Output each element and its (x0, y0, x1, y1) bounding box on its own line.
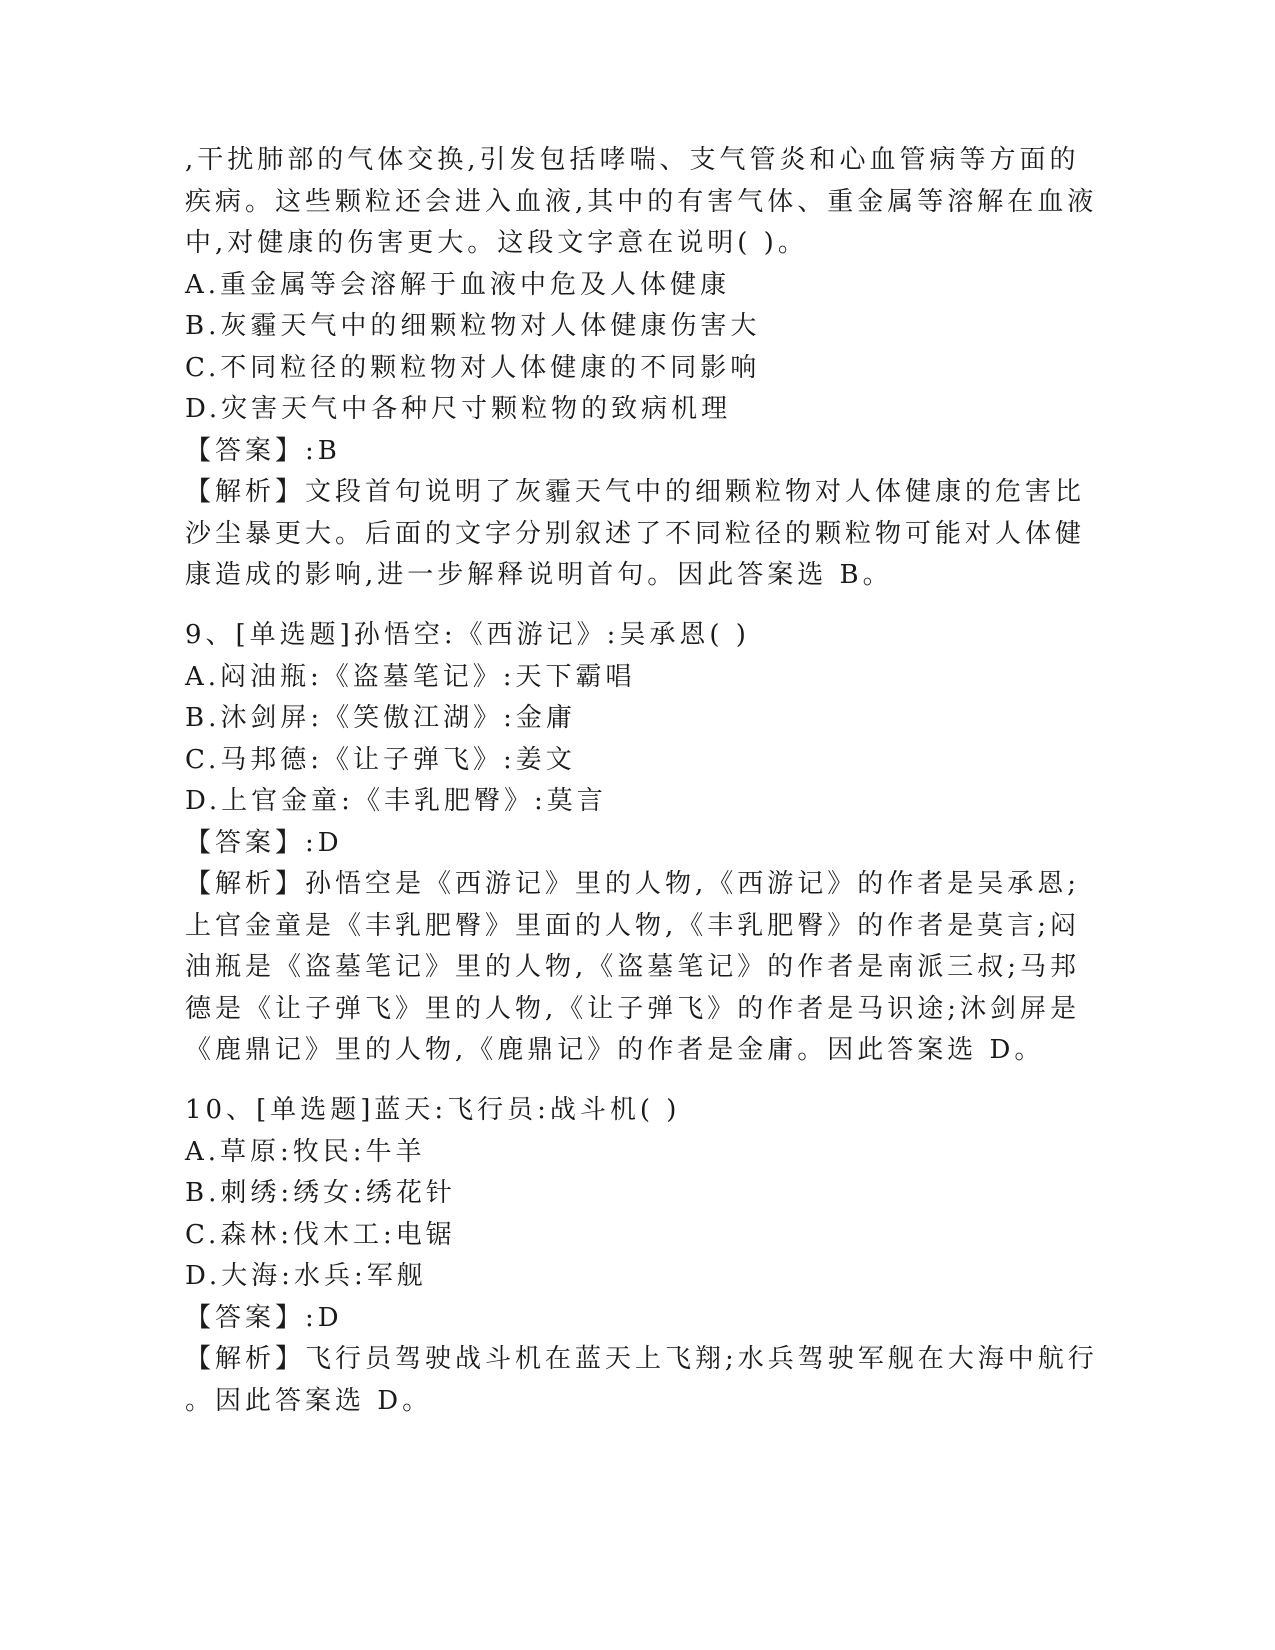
option-c: C.马邦德:《让子弹飞》:姜文 (185, 745, 576, 775)
option-b: B.刺绣:绣女:绣花针 (185, 1178, 456, 1208)
answer: 【答案】:B (185, 436, 341, 466)
question-title: 9、[单选题]孙悟空:《西游记》:吴承恩( ) (185, 620, 750, 650)
analysis-line: 【解析】文段首句说明了灰霾天气中的细颗粒物对人体健康的危害比 (185, 477, 1086, 507)
question-text-line: 疾病。这些颗粒还会进入血液,其中的有害气体、重金属等溶解在血液 (185, 187, 1098, 217)
analysis-line: 《鹿鼎记》里的人物,《鹿鼎记》的作者是金庸。因此答案选 D。 (185, 1035, 1045, 1065)
option-a: A.草原:牧民:牛羊 (185, 1137, 426, 1167)
option-a: A.闷油瓶:《盗墓笔记》:天下霸唱 (185, 662, 636, 692)
option-d: D.大海:水兵:军舰 (185, 1261, 427, 1291)
option-b: B.沐剑屏:《笑傲江湖》:金庸 (185, 703, 576, 733)
analysis-line: 康造成的影响,进一步解释说明首句。因此答案选 B。 (185, 560, 893, 590)
question-title: 10、[单选题]蓝天:飞行员:战斗机( ) (185, 1095, 681, 1125)
analysis-line: 沙尘暴更大。后面的文字分别叙述了不同粒径的颗粒物可能对人体健 (185, 519, 1086, 549)
analysis-line: 【解析】飞行员驾驶战斗机在蓝天上飞翔;水兵驾驶军舰在大海中航行 (185, 1344, 1098, 1374)
option-a: A.重金属等会溶解于血液中危及人体健康 (185, 270, 731, 300)
analysis-line: 上官金童是《丰乳肥臀》里面的人物,《丰乳肥臀》的作者是莫言;闷 (185, 911, 1081, 941)
analysis-line: 德是《让子弹飞》里的人物,《让子弹飞》的作者是马识途;沐剑屏是 (185, 994, 1081, 1024)
answer: 【答案】:D (185, 1303, 343, 1333)
option-c: C.森林:伐木工:电锯 (185, 1220, 456, 1250)
option-d: D.上官金童:《丰乳肥臀》:莫言 (185, 786, 607, 816)
analysis-line: 油瓶是《盗墓笔记》里的人物,《盗墓笔记》的作者是南派三叔;马邦 (185, 952, 1081, 982)
analysis-line: 【解析】孙悟空是《西游记》里的人物,《西游记》的作者是吴承恩; (185, 869, 1081, 899)
analysis-line: 。因此答案选 D。 (185, 1386, 433, 1416)
answer: 【答案】:D (185, 828, 343, 858)
question-text-line: 中,对健康的伤害更大。这段文字意在说明( )。 (185, 228, 808, 258)
option-d: D.灾害天气中各种尺寸颗粒物的致病机理 (185, 394, 732, 424)
option-b: B.灰霾天气中的细颗粒物对人体健康伤害大 (185, 311, 761, 341)
question-text-line: ,干扰肺部的气体交换,引发包括哮喘、支气管炎和心血管病等方面的 (185, 145, 1080, 175)
option-c: C.不同粒径的颗粒物对人体健康的不同影响 (185, 353, 761, 383)
